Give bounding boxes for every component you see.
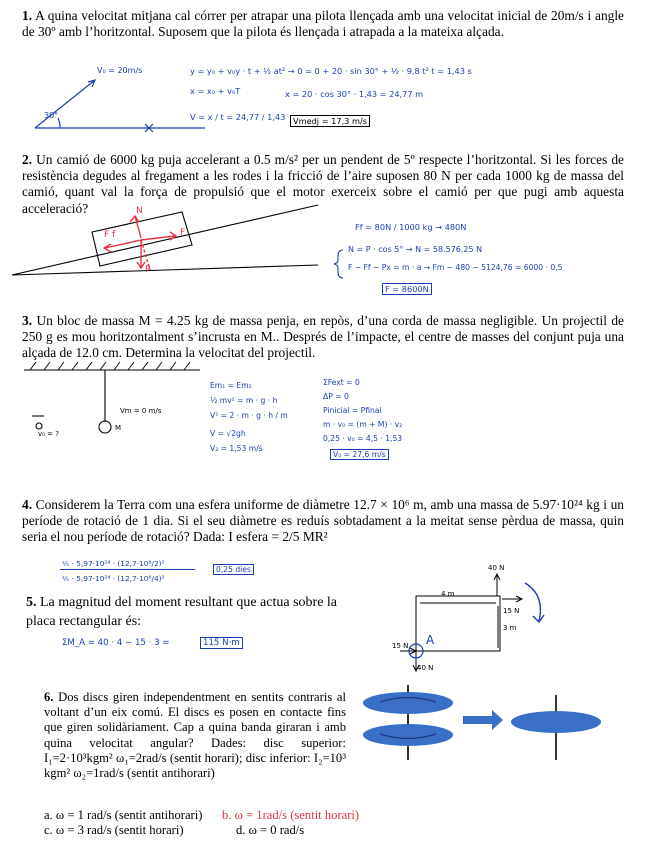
- p6-merged-disc: [511, 711, 601, 733]
- p5-rotation-arrow: [525, 583, 540, 621]
- p3-l4: V = √2gh: [210, 429, 246, 438]
- p3-l1: Em₁ = Em₂: [210, 381, 252, 390]
- p5-label-3m: 3 m: [503, 624, 517, 632]
- p3-l3: V² = 2 · m · g · h / m: [210, 411, 288, 420]
- problem-2-text: Un camió de 6000 kg puja accelerant a 0.5 m/s² per un pendent de 5º respecte l’horitzontal. Si les forces de resistència degudes al fregament a les rodes i la fricció de l’aire suposen 80 N per cada 1000 kg de massa del camió, quant val la força de propulsió que el motor exerceix sobre el camió per que pugi amb aquesta acceleració?: [22, 152, 624, 216]
- p3-r1: ΣFext = 0: [323, 378, 360, 387]
- p4-line1: ⅖ · 5,97·10²⁴ · (12,7·10⁶/2)²: [62, 559, 165, 568]
- p2-label-ff: F f: [104, 230, 116, 240]
- p1-v0-label: V₀ = 20m/s: [97, 66, 143, 75]
- p1-line3: x = 20 · cos 30° · 1,43 = 24,77 m: [285, 89, 424, 99]
- problem-2: [22, 152, 624, 217]
- p3-sketch: [24, 362, 200, 433]
- option-c-text: c. ω = 3 rad/s (sentit horari): [44, 823, 184, 837]
- problem-4-number: 4.: [22, 497, 33, 512]
- p4-fraction-bar: [60, 569, 195, 570]
- p1-answer: Vmedj = 17,3 m/s: [290, 115, 370, 127]
- problem-1-number: 1.: [22, 8, 33, 23]
- p5-label-15n-left: 15 N: [392, 642, 409, 650]
- problem-3: [22, 313, 624, 362]
- problem-6-text: Dos discs giren independentment en sentits contraris al voltant d’un eix comú. El discs es posen en contacte fins que giren solidàriament. Cap a quina banda giraran i amb quina velocitat angular? Dades: disc superior: I₁=2·10³kgm² ω₁=2rad/s (sentit horari); disc inferior: I₂=10³ kgm² ω₂=1rad/s (sentit antihorari): [44, 690, 346, 781]
- p3-projectile: [36, 423, 42, 429]
- p2-ground: [12, 265, 318, 275]
- problem-3-text: Un bloc de massa M = 4.25 kg de massa penja, en repòs, d’una corda de massa negligible. Un projectil de 250 g es mou horitzontalment s’incrusta en M.. Després de l’impacte, el centre de masses del conjunt puja una alçada de 12.0 cm. Determina la velocitat del projectil.: [22, 313, 624, 361]
- option-d-text: d. ω = 0 rad/s: [236, 823, 305, 837]
- p5-plate: [400, 574, 522, 671]
- p5-point-a-label: A: [426, 633, 435, 647]
- p3-l5: V₂ = 1,53 m/s: [210, 444, 263, 453]
- option-a-text: a. ω = 1 rad/s (sentit antihorari): [44, 808, 203, 822]
- option-b-text: b. ω = 1rad/s (sentit horari): [222, 808, 360, 822]
- p1-angle-label: 30°: [44, 111, 59, 120]
- p6-discs: [363, 685, 601, 760]
- p4-answer: 0,25 dies: [213, 564, 254, 575]
- problem-4: [22, 497, 624, 546]
- p6-upper-disc: [363, 692, 453, 714]
- p2-friction: Ff = 80N / 1000 kg → 480N: [355, 222, 467, 232]
- problem-5: [26, 593, 364, 631]
- p1-line4: V = x / t = 24,77 / 1,43: [190, 112, 286, 122]
- option-a: [44, 808, 202, 823]
- p1-line1: y = y₀ + v₀y · t + ½ at² → 0 = 0 + 20 · sin 30° + ½ · 9,8 t² t = 1,43 s: [190, 66, 472, 76]
- p3-r5: 0,25 · v₀ = 4,5 · 1,53: [323, 434, 403, 443]
- p2-forces: [104, 216, 176, 270]
- problem-2-number: 2.: [22, 152, 33, 167]
- problem-1-text: A quina velocitat mitjana cal córrer per atrapar una pilota llençada amb una velocitat inicial de 20m/s i angle de 30º amb l’horitzontal. Suposem que la pilota és llençada i atrapada a la mateixa alçada.: [22, 8, 625, 40]
- option-d: [236, 823, 304, 838]
- problem-3-number: 3.: [22, 313, 33, 328]
- p3-r4: m · v₀ = (m + M) · v₂: [323, 420, 403, 429]
- p1-line2: x = x₀ + v₀T: [190, 86, 241, 96]
- p2-label-n: N: [136, 206, 143, 216]
- p6-arrow-icon: [463, 710, 503, 730]
- problem-5-text: La magnitud del moment resultant que actua sobre la placa rectangular és:: [26, 595, 338, 629]
- problem-6: [44, 690, 346, 781]
- p6-lower-disc: [363, 724, 453, 746]
- p5-label-15n-right: 15 N: [503, 607, 520, 615]
- option-b: [222, 808, 359, 823]
- problem-5-number: 5.: [26, 595, 37, 610]
- p1-angle-arc: [58, 118, 60, 128]
- p4-line2: ⅖ · 5,97·10²⁴ · (12,7·10⁶/4)²: [62, 574, 165, 583]
- p3-answer: V₀ = 27,6 m/s: [330, 449, 389, 460]
- problem-6-number: 6.: [44, 690, 54, 704]
- p3-l2: ½ mv² = m · g · h: [210, 396, 278, 405]
- p3-v0-label: v₀ = ?: [38, 430, 59, 438]
- p5-label-40n-bottom: 40 N: [417, 664, 434, 672]
- p3-r2: ΔP = 0: [323, 392, 349, 401]
- p1-velocity-arrow: [35, 80, 95, 128]
- p3-vm: Vm = 0 m/s: [120, 407, 162, 415]
- p3-block: [99, 421, 111, 433]
- option-c: [44, 823, 184, 838]
- p3-r3: Pinicial = Pfinal: [323, 406, 382, 415]
- p2-brace: [334, 250, 343, 278]
- p1-sketch: [35, 80, 205, 132]
- p5-answer: 115 N·m: [200, 637, 243, 649]
- p2-label-p: P: [145, 265, 151, 275]
- p2-answer: F = 8600N: [382, 283, 432, 295]
- p2-line1: N = P · cos 5° → N = 58.576,25 N: [348, 245, 483, 254]
- p5-label-4m: 4 m: [441, 590, 455, 598]
- p2-label-f: F: [180, 228, 186, 238]
- p5-line1: ΣM_A = 40 · 4 − 15 · 3 =: [62, 638, 170, 648]
- p3-m-label: M: [115, 424, 122, 432]
- p5-label-40n-top: 40 N: [488, 564, 505, 572]
- p2-line2: F − Ff − Px = m · a → Fm − 480 − 5124,76 = 6000 · 0,5: [348, 263, 563, 272]
- problem-4-text: Considerem la Terra com una esfera uniforme de diàmetre 12.7 × 10⁶ m, amb una massa de 5.97·10²⁴ kg i un període de rotació de 1 dia. Si el seu diàmetre es reduís sobtadament a la meitat sense pèrdua de massa, quin seria el nou període de rotació? Dada: I esfera = 2/5 MR²: [22, 497, 624, 545]
